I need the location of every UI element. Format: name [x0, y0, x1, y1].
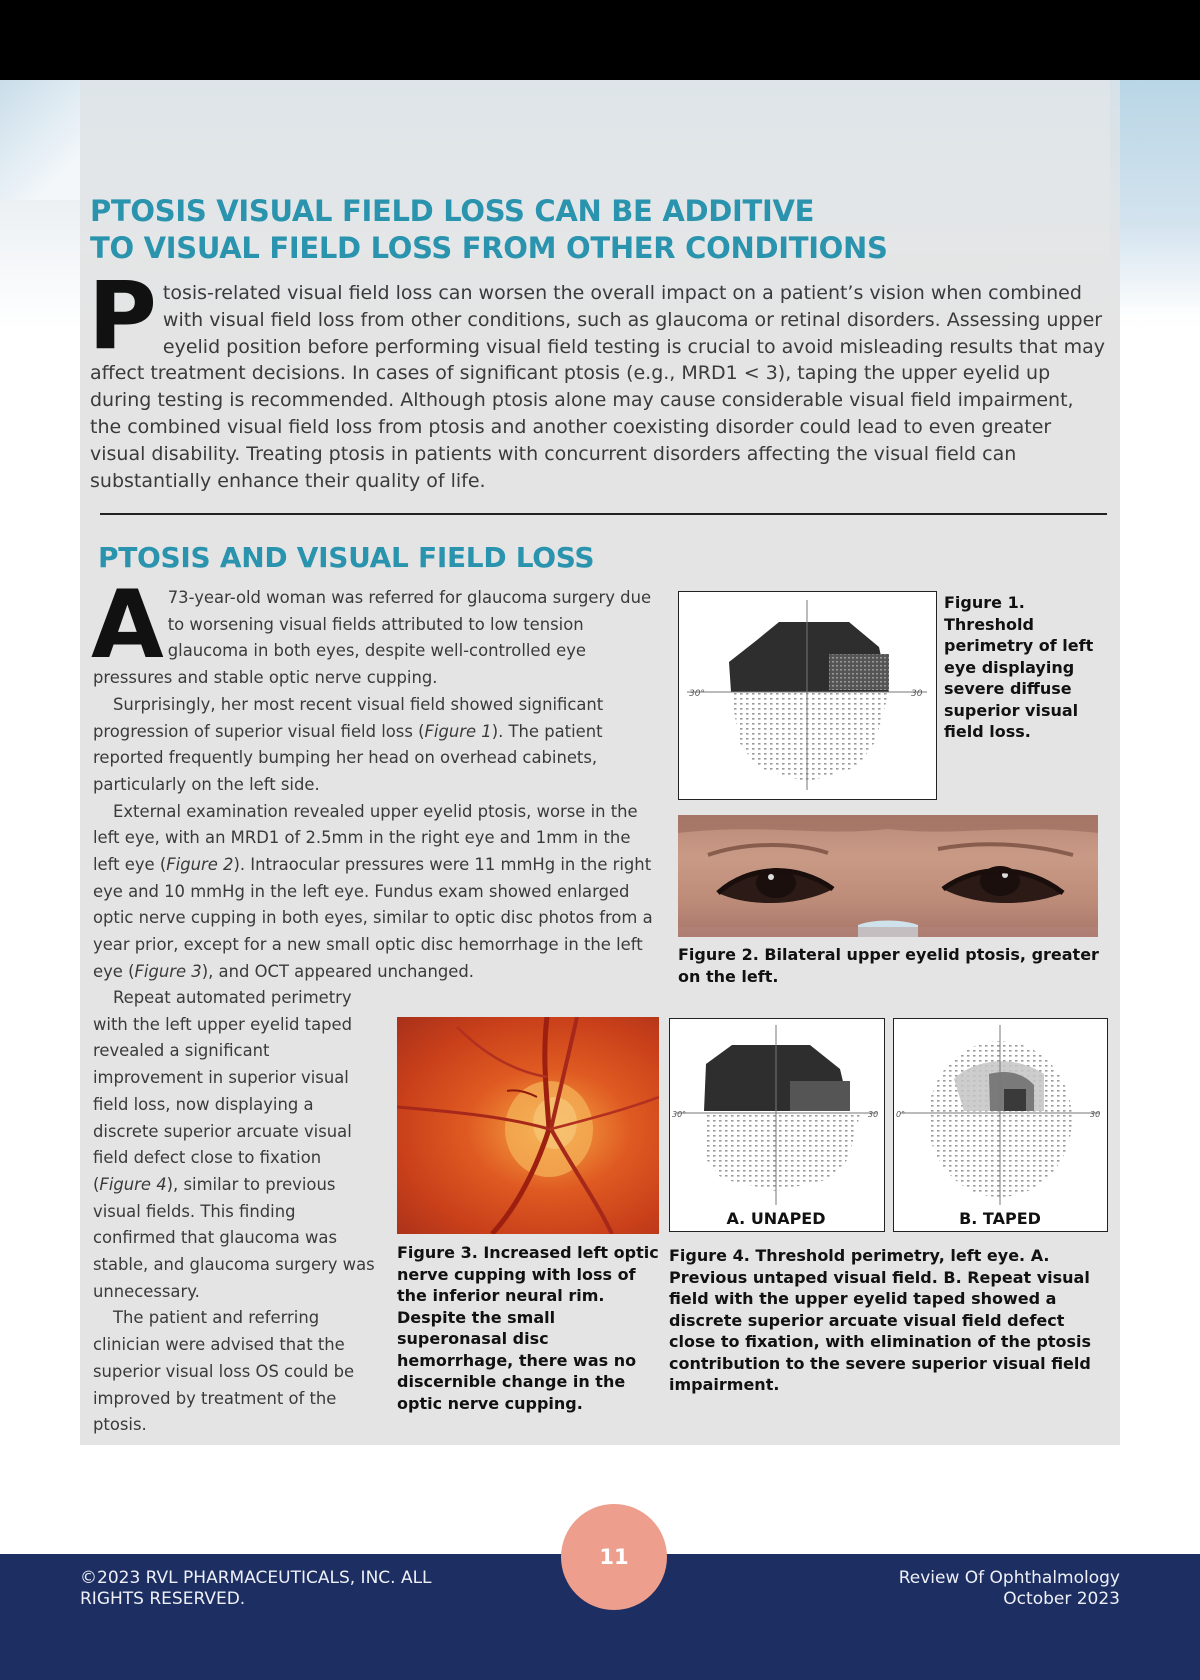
case-text-narrow	[93, 985, 375, 1439]
figure-4-caption: Figure 4. Threshold perimetry, left eye. A. Previous untaped visual field. B. Repeat visual field with the upper eyelid taped showed a discrete superior arcuate visual field defect close to fixation, with elimination of the ptosis contribution to the severe superior visual field impairment.	[669, 1246, 1091, 1394]
axis-label-right: 30	[911, 689, 923, 699]
figure-3-fundus-photo	[397, 1017, 659, 1234]
figure-1-caption: Figure 1. Threshold perimetry of left eye displaying severe diffuse superior visual field loss.	[944, 593, 1094, 741]
issue-date: October 2023	[1003, 1589, 1120, 1609]
panel-label-a: A. UNAPED	[726, 1209, 826, 1228]
copyright-line-2: RIGHTS RESERVED.	[80, 1589, 246, 1609]
perimetry-chart-fig4b	[894, 1019, 1106, 1230]
perimetry-chart-fig4a	[670, 1019, 883, 1230]
case-paragraph-2: Surprisingly, her most recent visual field showed significant progression of superior visual field loss (Figure 1). The patient reported frequently bumping her head on overhead cabinets, particularly on the left side.	[93, 694, 604, 794]
axis-label-left: 0°	[896, 1110, 906, 1119]
copyright-line-1: ©2023 RVL PHARMACEUTICALS, INC. ALL	[80, 1568, 432, 1588]
figure-3-caption: Figure 3. Increased left optic nerve cupping with loss of the inferior neural rim. Despite the small superonasal disc hemorrhage, there was no discernible change in the optic nerve cupping.	[397, 1243, 659, 1413]
perimetry-chart-fig1	[679, 592, 935, 798]
intro-paragraph	[88, 262, 1110, 494]
figure-ref: Figure 2	[166, 855, 234, 875]
section-heading-additive	[90, 193, 1090, 267]
heading-line-2: TO VISUAL FIELD LOSS FROM OTHER CONDITIONS	[90, 231, 888, 265]
figure-ref: Figure 3	[134, 961, 202, 981]
copyright-notice	[80, 1568, 500, 1610]
header-background-left	[0, 80, 80, 200]
case-paragraph-4: Repeat automated perimetry with the left upper eyelid taped revealed a significant improvement in superior visual field loss, now displaying a discrete superior arcuate visual field defect close to fixation (Figure 4), similar to previous visual fields. This finding confirmed that glaucoma was stable, and glaucoma surgery was unnecessary.	[93, 988, 375, 1301]
fundus-illustration	[397, 1017, 659, 1234]
case-text-column	[91, 571, 658, 986]
section-divider	[100, 513, 1107, 515]
case-paragraph-3: External examination revealed upper eyelid ptosis, worse in the left eye, with an MRD1 of 2.5mm in the right eye and 1mm in the left eye (Figure 2). Intraocular pressures were 11 mmHg in the right eye and 10 mmHg in the left eye. Fundus exam showed enlarged optic nerve cupping in both eyes, similar to optic disc photos from a year prior, except for a new small optic disc hemorrhage in the left eye (Figure 3), and OCT appeared unchanged.	[93, 801, 653, 981]
section-heading-ptosis: PTOSIS AND VISUAL FIELD LOSS	[98, 541, 595, 574]
axis-label-right: 30	[868, 1110, 879, 1119]
drop-cap-p: P	[88, 262, 157, 371]
drop-cap-a: A	[91, 571, 164, 680]
top-black-bar	[0, 0, 1200, 80]
header-background-right	[1110, 80, 1200, 320]
figure-1-perimetry	[678, 591, 937, 800]
figure-ref: Figure 4	[99, 1174, 167, 1194]
figure-2-eyelid-photo	[678, 815, 1098, 937]
figure-2-caption: Figure 2. Bilateral upper eyelid ptosis, greater on the left.	[678, 945, 1099, 986]
axis-label-left: 30°	[689, 689, 705, 699]
eyelid-photo-illustration	[678, 815, 1098, 937]
case-paragraph-5: The patient and referring clinician were advised that the superior visual loss OS could be improved by treatment of the ptosis.	[93, 1308, 355, 1435]
figure-4b-taped	[893, 1018, 1108, 1232]
journal-info	[760, 1568, 1120, 1610]
figure-ref: Figure 1	[424, 721, 492, 741]
axis-label-left: 30°	[672, 1110, 687, 1119]
case-paragraph-1: A 73-year-old woman was referred for glaucoma surgery due to worsening visual fields attributed to low tension glaucoma in both eyes, despite well-controlled eye pressures and stable optic nerve cupping.	[91, 571, 652, 688]
axis-label-right: 30	[1090, 1110, 1101, 1119]
figure-4a-untaped	[669, 1018, 885, 1232]
journal-name: Review Of Ophthalmology	[898, 1568, 1120, 1588]
intro-body-text: tosis-related visual field loss can worsen the overall impact on a patient’s vision when combined with visual field loss from other conditions, such as glaucoma or retinal disorders. Assessing upper eyelid position before performing visual field testing is crucial to avoid misleading results that may affect treatment decisions. In cases of significant ptosis (e.g., MRD1 < 3), taping the upper eyelid up during testing is recommended. Although ptosis alone may cause considerable visual field impairment, the combined visual field loss from ptosis and another coexisting disorder could lead to even greater visual disability. Treating ptosis in patients with concurrent disorders affecting the visual field can substantially enhance their quality of life.	[90, 282, 1106, 492]
heading-line-1: PTOSIS VISUAL FIELD LOSS CAN BE ADDITIVE	[90, 194, 815, 228]
panel-label-b: B. TAPED	[959, 1209, 1041, 1228]
page-number-badge: 11	[561, 1504, 667, 1610]
